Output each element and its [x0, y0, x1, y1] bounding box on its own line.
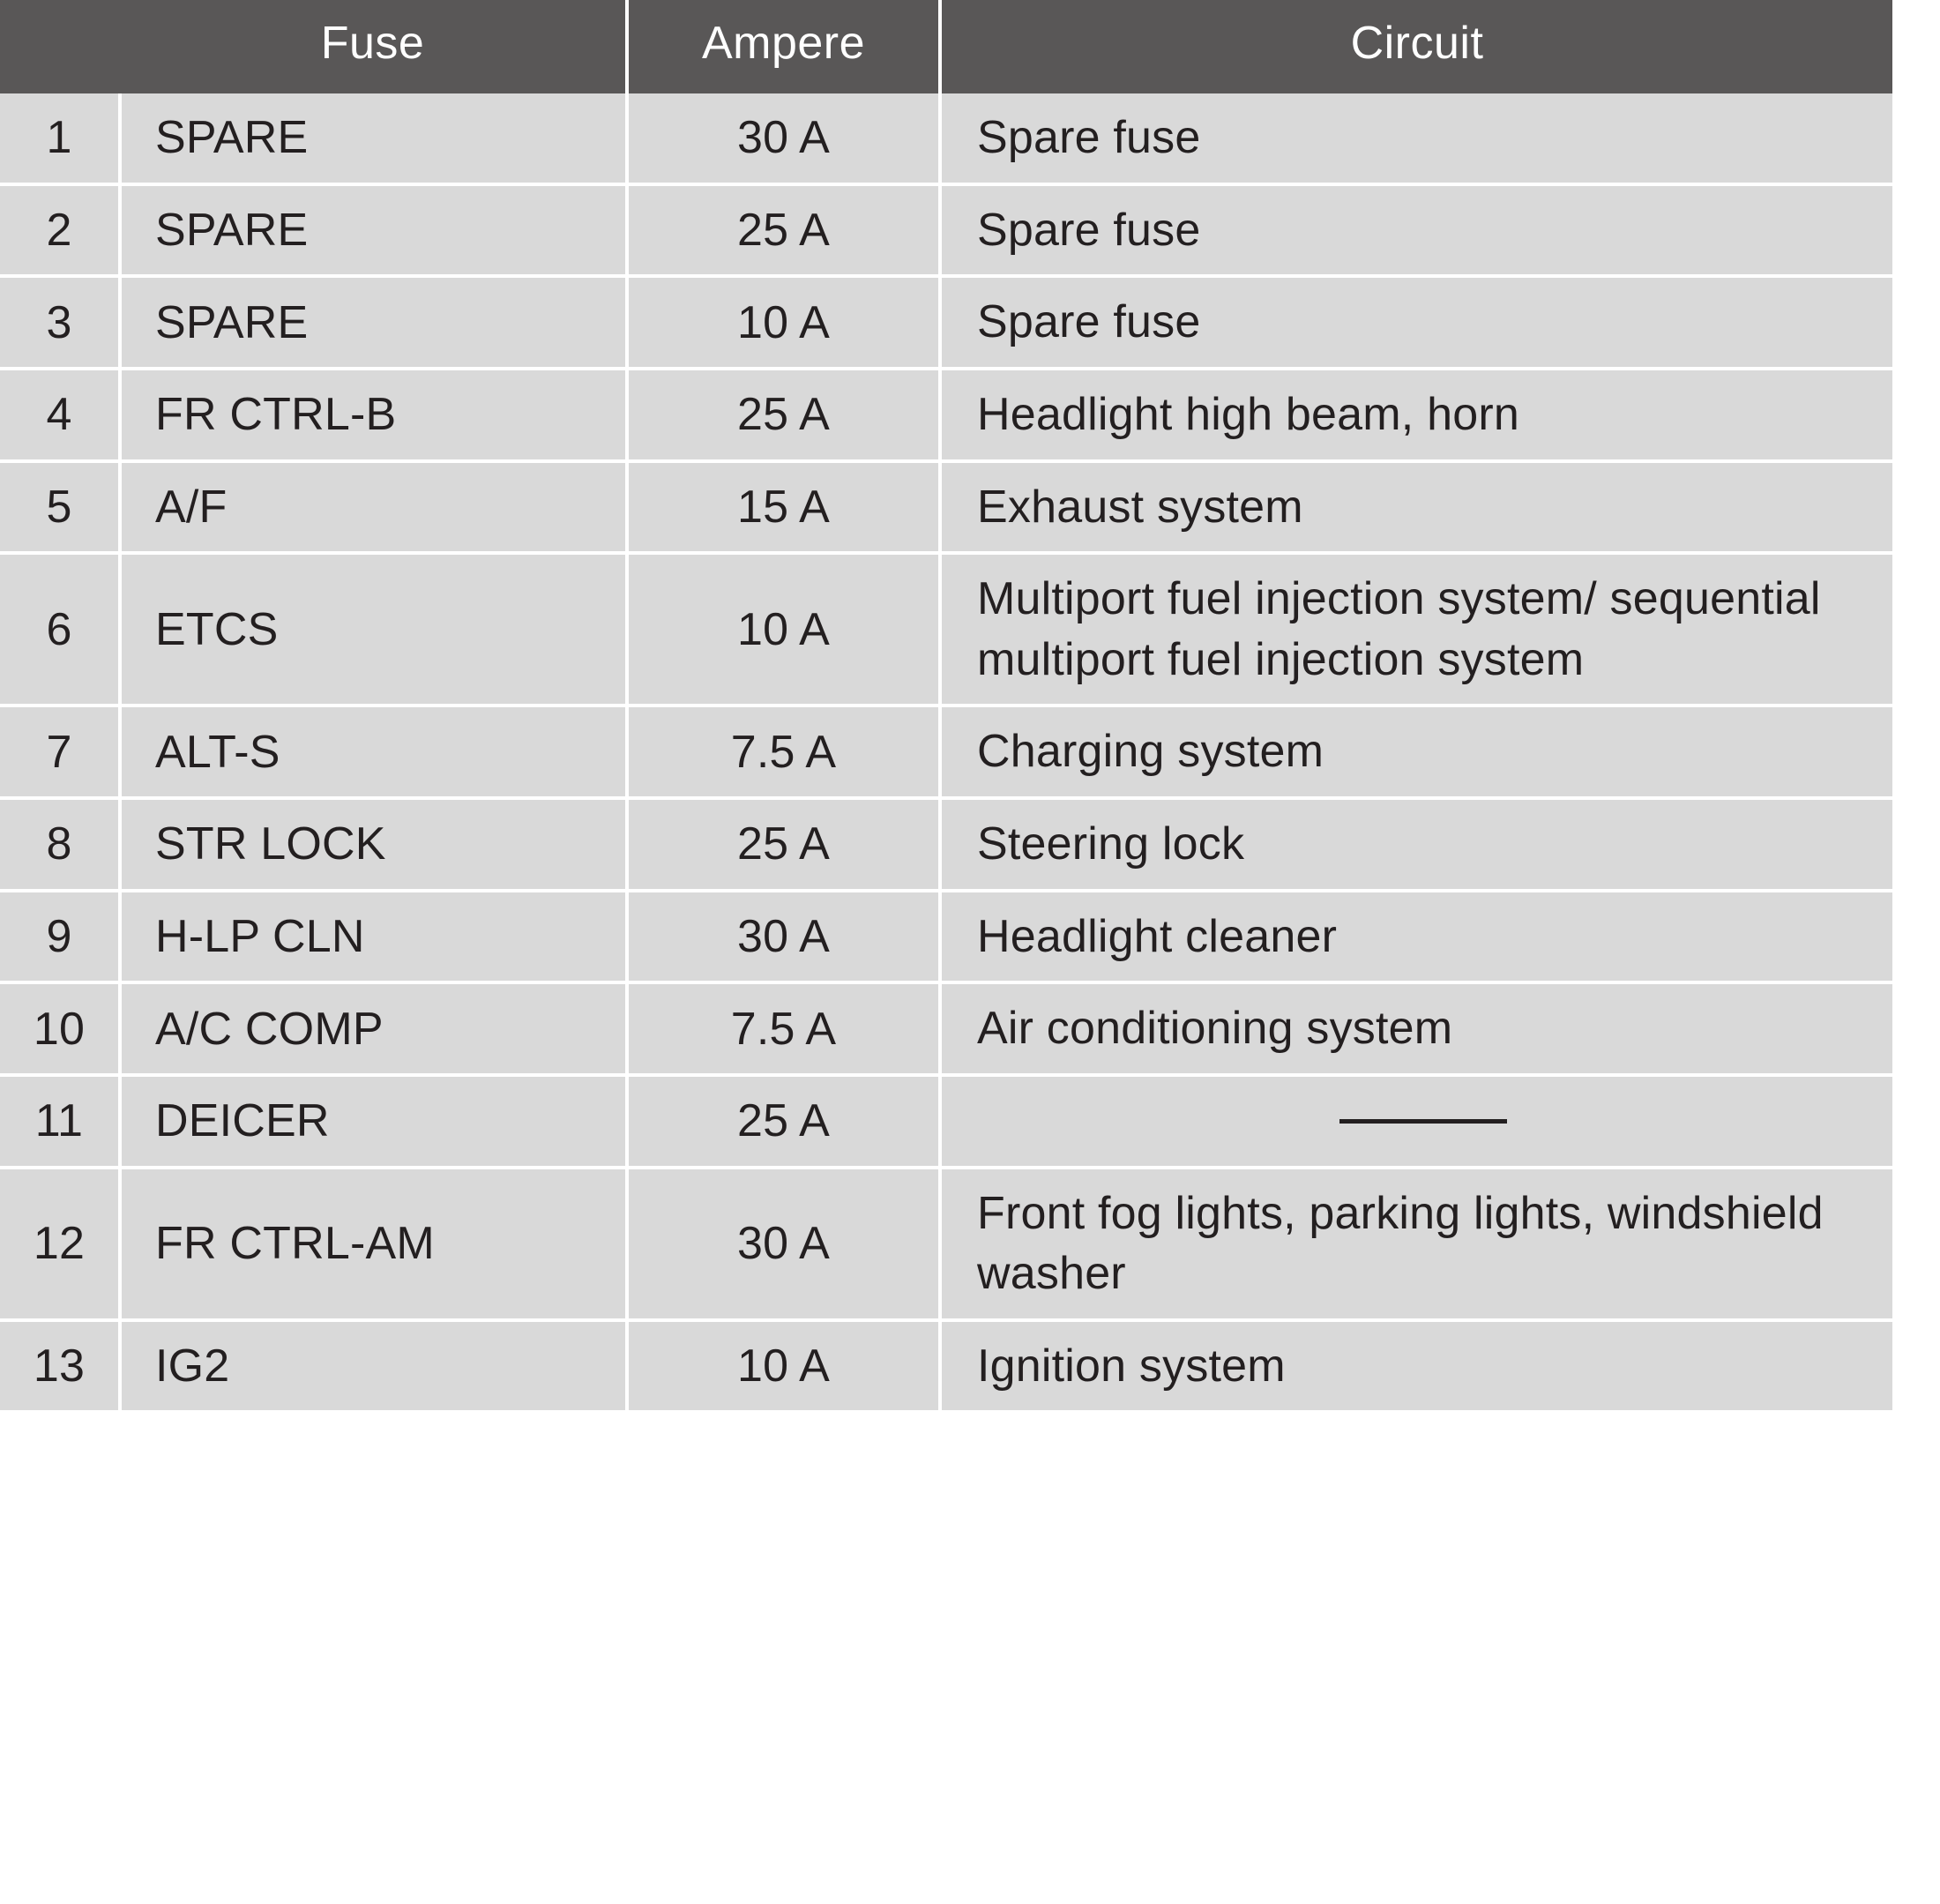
- cell-fuse: STR LOCK: [120, 798, 627, 891]
- cell-index: 6: [0, 553, 120, 706]
- cell-ampere: 10 A: [627, 553, 940, 706]
- cell-ampere: 25 A: [627, 798, 940, 891]
- cell-ampere: 10 A: [627, 276, 940, 369]
- cell-fuse: SPARE: [120, 276, 627, 369]
- table-body: [0, 93, 1892, 1410]
- cell-fuse: SPARE: [120, 184, 627, 277]
- table-row: [0, 184, 1892, 277]
- cell-circuit: Steering lock: [940, 798, 1892, 891]
- cell-index: 13: [0, 1320, 120, 1411]
- cell-ampere: 25 A: [627, 369, 940, 461]
- table-row: [0, 1320, 1892, 1411]
- column-header-fuse: Fuse: [120, 0, 627, 93]
- cell-ampere: 7.5 A: [627, 982, 940, 1075]
- cell-index: 3: [0, 276, 120, 369]
- cell-index: 9: [0, 891, 120, 983]
- cell-index: 12: [0, 1168, 120, 1320]
- table-header-row: [0, 0, 1892, 93]
- table-row: [0, 369, 1892, 461]
- cell-index: 8: [0, 798, 120, 891]
- cell-ampere: 10 A: [627, 1320, 940, 1411]
- cell-fuse: SPARE: [120, 93, 627, 184]
- table-row: [0, 93, 1892, 184]
- table-row: [0, 276, 1892, 369]
- cell-ampere: 25 A: [627, 1075, 940, 1168]
- cell-ampere: 15 A: [627, 461, 940, 554]
- cell-fuse: ETCS: [120, 553, 627, 706]
- cell-ampere: 25 A: [627, 184, 940, 277]
- cell-index: 11: [0, 1075, 120, 1168]
- cell-circuit: Spare fuse: [940, 276, 1892, 369]
- cell-circuit: Multiport fuel injection system/ sequential multiport fuel injection system: [940, 553, 1892, 706]
- cell-ampere: 7.5 A: [627, 706, 940, 798]
- cell-ampere: 30 A: [627, 1168, 940, 1320]
- cell-fuse: A/F: [120, 461, 627, 554]
- cell-fuse: DEICER: [120, 1075, 627, 1168]
- cell-index: 2: [0, 184, 120, 277]
- cell-fuse: ALT-S: [120, 706, 627, 798]
- table-row: [0, 1168, 1892, 1320]
- cell-ampere: 30 A: [627, 93, 940, 184]
- cell-circuit: Spare fuse: [940, 93, 1892, 184]
- cell-fuse: A/C COMP: [120, 982, 627, 1075]
- table-row: [0, 461, 1892, 554]
- cell-index: 1: [0, 93, 120, 184]
- cell-circuit: Charging system: [940, 706, 1892, 798]
- table-header: [0, 0, 1892, 93]
- table-row: [0, 706, 1892, 798]
- cell-fuse: FR CTRL-AM: [120, 1168, 627, 1320]
- em-dash-placeholder: [1339, 1119, 1507, 1124]
- cell-circuit-empty: [940, 1075, 1892, 1168]
- cell-fuse: IG2: [120, 1320, 627, 1411]
- cell-fuse: FR CTRL-B: [120, 369, 627, 461]
- cell-circuit: Ignition system: [940, 1320, 1892, 1411]
- table-row: [0, 798, 1892, 891]
- column-header-circuit: Circuit: [940, 0, 1892, 93]
- column-header-index: [0, 0, 120, 93]
- column-header-ampere: Ampere: [627, 0, 940, 93]
- cell-index: 7: [0, 706, 120, 798]
- table-row: [0, 982, 1892, 1075]
- cell-index: 10: [0, 982, 120, 1075]
- cell-index: 4: [0, 369, 120, 461]
- cell-circuit: Headlight high beam, horn: [940, 369, 1892, 461]
- cell-circuit: Headlight cleaner: [940, 891, 1892, 983]
- cell-index: 5: [0, 461, 120, 554]
- cell-circuit: Exhaust system: [940, 461, 1892, 554]
- table-row: [0, 891, 1892, 983]
- cell-ampere: 30 A: [627, 891, 940, 983]
- cell-circuit: Spare fuse: [940, 184, 1892, 277]
- cell-circuit: Air conditioning system: [940, 982, 1892, 1075]
- cell-circuit: Front fog lights, parking lights, windshield washer: [940, 1168, 1892, 1320]
- table-row: [0, 553, 1892, 706]
- cell-fuse: H-LP CLN: [120, 891, 627, 983]
- table-row: [0, 1075, 1892, 1168]
